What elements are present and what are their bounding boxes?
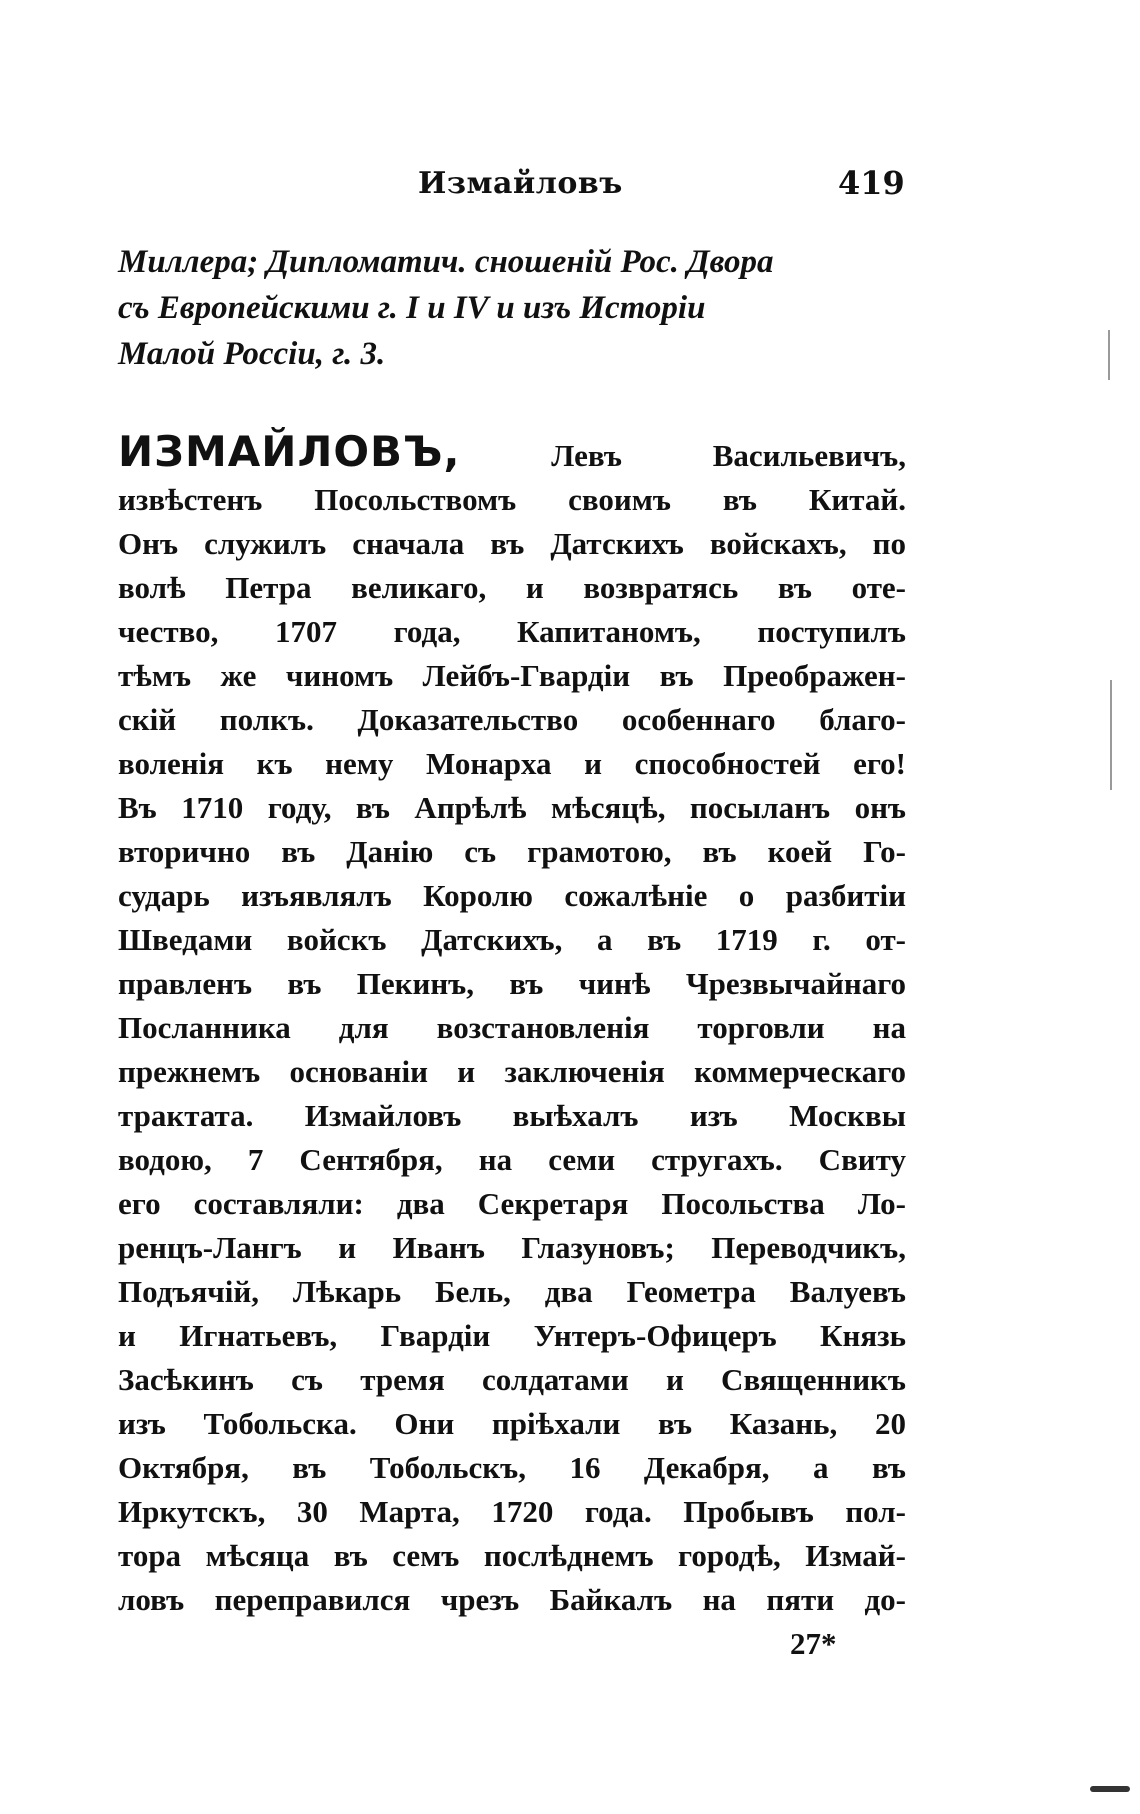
entry-line: Засѣкинъ съ тремя солдатами и Священникъ [118, 1362, 906, 1397]
page-number: 419 [838, 164, 905, 202]
entry-line: Иркутскъ, 30 Марта, 1720 года. Пробывъ пол- [118, 1494, 906, 1529]
entry-line: тѣмъ же чиномъ Лейбъ-Гвардіи въ Преображен- [118, 658, 906, 693]
entry-line: волѣ Петра великаго, и возвратясь въ оте- [118, 570, 906, 605]
entry-line: его составляли: два Секретаря Посольства Ло- [118, 1186, 906, 1221]
previous-entry-line: Миллера; Дипломатич. сношеній Рос. Двора [118, 244, 774, 280]
entry-line: сударь изъявлялъ Королю сожалѣніе о разбитіи [118, 878, 906, 913]
signature-mark: 27* [790, 1626, 837, 1661]
entry-first-line [118, 428, 906, 476]
previous-entry-line: съ Европейскими г. I и IV и изъ Исторіи [118, 290, 706, 326]
entry-line: Онъ служилъ сначала въ Датскихъ войскахъ, по [118, 526, 906, 561]
entry-line: прежнемъ основаніи и заключенія коммерческаго [118, 1054, 906, 1089]
scan-edge-mark [1090, 1786, 1130, 1792]
entry-line: вторично въ Данію съ грамотою, въ коей Го- [118, 834, 906, 869]
scan-edge-mark [1110, 680, 1112, 790]
entry-line: Подъячій, Лѣкарь Бель, два Геометра Валуевъ [118, 1274, 906, 1309]
entry-line: чество, 1707 года, Капитаномъ, поступилъ [118, 614, 906, 649]
entry-line: правленъ въ Пекинъ, въ чинѣ Чрезвычайнаго [118, 966, 906, 1001]
entry-headword: ИЗМАЙЛОВЪ, [118, 427, 461, 476]
entry-line: ловъ переправился чрезъ Байкалъ на пяти до- [118, 1582, 906, 1617]
entry-line: Октября, въ Тобольскъ, 16 Декабря, а въ [118, 1450, 906, 1485]
entry-line: водою, 7 Сентября, на семи стругахъ. Свиту [118, 1142, 906, 1177]
running-head: Измайловъ [418, 166, 623, 201]
previous-entry-line: Малой Россіи, г. 3. [118, 336, 386, 372]
scan-edge-mark [1108, 330, 1110, 380]
entry-line: Въ 1710 году, въ Апрѣлѣ мѣсяцѣ, посыланъ онъ [118, 790, 906, 825]
entry-line: извѣстенъ Посольствомъ своимъ въ Китай. [118, 482, 906, 517]
entry-line: Посланника для возстановленія торговли на [118, 1010, 906, 1045]
entry-first-line-rest: Левъ Васильевичъ, [551, 438, 906, 473]
entry-line: изъ Тобольска. Они пріѣхали въ Казань, 20 [118, 1406, 906, 1441]
entry-line: ренцъ-Лангъ и Иванъ Глазуновъ; Переводчикъ, [118, 1230, 906, 1265]
entry-line: и Игнатьевъ, Гвардіи Унтеръ-Офицеръ Князь [118, 1318, 906, 1353]
entry-line: скій полкъ. Доказательство особеннаго благо- [118, 702, 906, 737]
entry-line: тора мѣсяца въ семъ послѣднемъ городѣ, Измай- [118, 1538, 906, 1573]
entry-line: трактата. Измайловъ выѣхалъ изъ Москвы [118, 1098, 906, 1133]
entry-line: Шведами войскъ Датскихъ, а въ 1719 г. от- [118, 922, 906, 957]
entry-line: воленія къ нему Монарха и способностей его! [118, 746, 906, 781]
